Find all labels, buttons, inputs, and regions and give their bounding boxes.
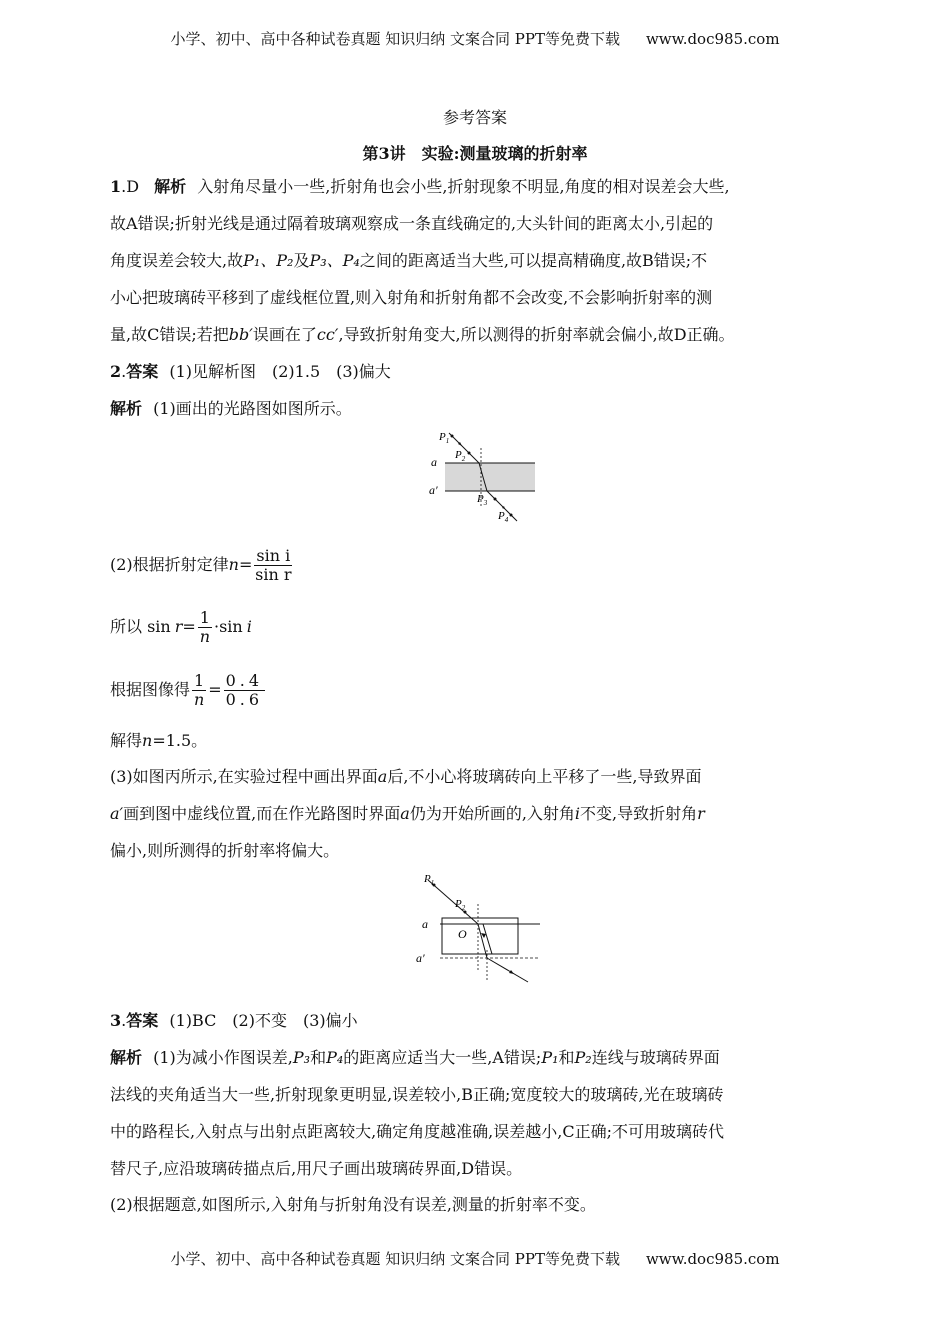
q2-formula-2 (110, 607, 850, 647)
q2-p3-text: 所以 sin (110, 617, 171, 636)
label-a-prime: a′ (429, 483, 438, 497)
q2-p2-fraction (254, 547, 292, 584)
label-a-prime: a′ (416, 951, 425, 965)
q3-line-2: 法线的夹角适当大一些,折射现象更明显,误差较小,B正确;宽度较大的玻璃砖,光在玻璃砖 (110, 1085, 724, 1104)
q2-result (110, 730, 850, 752)
q1-label: 解析 (154, 177, 187, 196)
incident-ray (428, 880, 478, 924)
q3-l1f: P₁ (541, 1048, 559, 1067)
q2-p7e: i (574, 804, 581, 823)
q2-p4-num: 1 (194, 671, 205, 690)
q2-p7c: a (400, 804, 410, 823)
q2-p5-text: 解得 (110, 731, 143, 750)
q1-text-5c: 误画在了 (252, 325, 317, 344)
q2-p7g: r (697, 804, 705, 823)
glass-slab (445, 463, 535, 491)
q1-answer: .D (121, 177, 140, 196)
q2-formula-1 (110, 545, 850, 585)
q3-dot: . (121, 1011, 127, 1030)
q2-p2-n: n (228, 555, 239, 574)
q2-answer: (1)见解析图 (2)1.5 (3)偏大 (169, 362, 391, 381)
q3-l1i: 连线与玻璃砖界面 (591, 1048, 720, 1067)
q1-line-2: 故A错误;折射光线是通过隔着玻璃观察成一条直线确定的,大头针间的距离太小,引起的 (110, 214, 714, 233)
q3-number: 3 (110, 1011, 122, 1030)
q2-number: 2 (110, 362, 122, 381)
pin-p4 (510, 514, 513, 517)
q3-answer: (1)BC (2)不变 (3)偏小 (169, 1011, 358, 1030)
q3-line-1 (110, 1047, 850, 1069)
q2-p4-rden: 0.6 (225, 690, 264, 709)
q1-text-3c: 及 (293, 251, 310, 270)
header-text: 小学、初中、高中各种试卷真题 知识归纳 文案合同 PPT等免费下载 (170, 30, 620, 48)
pin-p2 (468, 452, 471, 455)
q1-line-1 (110, 176, 850, 198)
q1-text-5b: bb′ (228, 325, 253, 344)
q3-l1a: (1)为减小作图误差, (153, 1048, 293, 1067)
q2-p5-n: n (142, 731, 153, 750)
q1-text-3b: P₁、P₂ (243, 251, 294, 270)
arrow-outside (509, 970, 514, 974)
q1-text-3a: 角度误差会较大,故 (110, 251, 244, 270)
q3-l1c: 和 (310, 1048, 327, 1067)
q2-figure-2 (410, 870, 550, 990)
q3-line-4: 替尺子,应沿玻璃砖描点后,用尺子画出玻璃砖界面,D错误。 (110, 1159, 523, 1178)
q2-p2-text: (2)根据折射定律 (110, 555, 229, 574)
q1-text-1: 入射角尽量小一些,折射角也会小些,折射现象不明显,角度的相对误差会大些, (197, 177, 730, 196)
q2-analysis-line (110, 398, 850, 420)
q2-p1: (1)画出的光路图如图所示。 (153, 399, 352, 418)
q2-p6 (110, 766, 850, 788)
q3-l1d: P₄ (326, 1048, 344, 1067)
q2-p2-eq: = (238, 555, 253, 574)
q3-line-3: 中的路程长,入射点与出射点距离较大,确定角度越准确,误差越小,C正确;不可用玻璃砖代 (110, 1122, 724, 1141)
pin-p3 (494, 498, 497, 501)
q2-answer-line (110, 361, 850, 383)
q2-p4-text: 根据图像得 (110, 680, 191, 699)
q2-p6a: (3)如图丙所示,在实验过程中画出界面 (110, 767, 378, 786)
q2-p3-eq: = (182, 617, 196, 636)
q3-l1b: P₃ (292, 1048, 311, 1067)
label-p2: $P_2$ (455, 898, 466, 912)
q3-l1g: 和 (558, 1048, 575, 1067)
q2-p4-eq: = (208, 680, 222, 699)
q2-p5-post: =1.5。 (152, 731, 208, 750)
label-o: O (458, 927, 467, 941)
q2-p2-den: sin r (255, 565, 292, 584)
q2-head: 答案 (126, 362, 159, 381)
q1-line-4: 小心把玻璃砖平移到了虚线框位置,则入射角和折射角都不会改变,不会影响折射率的测 (110, 288, 713, 307)
q2-p2-num: sin i (256, 546, 291, 565)
q1-text-5e: ,导致折射角变大,所以测得的折射率就会偏小,故D正确。 (338, 325, 735, 344)
label-p3: $P_3$ (477, 493, 488, 507)
refracted-ray (478, 924, 487, 958)
footer-site: www.doc985.com (645, 1250, 780, 1268)
q1-text-3e: 之间的距离适当大些,可以提高精确度,故B错误;不 (359, 251, 708, 270)
label-p1: $P_1$ (424, 873, 435, 887)
q3-l1h: P₂ (574, 1048, 592, 1067)
q2-p7f: 不变,导致折射角 (580, 804, 698, 823)
q2-p7 (110, 803, 850, 825)
header-site: www.doc985.com (645, 30, 780, 48)
page-title: 参考答案 (442, 108, 507, 127)
q2-p3-r: r (174, 617, 183, 636)
q2-p4-den: n (193, 690, 205, 709)
q2-p7b: 画到图中虚线位置,而在作光路图时界面 (123, 804, 401, 823)
pin-p1 (451, 435, 454, 438)
q2-p3-i: i (246, 617, 252, 636)
q2-label: 解析 (110, 399, 143, 418)
glass-block (442, 918, 518, 954)
q2-p3-den: n (199, 627, 211, 646)
q3-label: 解析 (110, 1048, 143, 1067)
q2-p7a: a′ (110, 804, 124, 823)
footer-text: 小学、初中、高中各种试卷真题 知识归纳 文案合同 PPT等免费下载 (170, 1250, 620, 1268)
page-subtitle: 第3讲 实验:测量玻璃的折射率 (362, 144, 588, 163)
q2-p8: 偏小,则所测得的折射率将偏大。 (110, 841, 340, 860)
label-a: a (422, 917, 428, 931)
label-p2: $P_2$ (455, 449, 466, 463)
emergent-ray (487, 958, 528, 982)
label-p4: $P_4$ (498, 510, 509, 524)
q2-p4-fraction-left (192, 672, 206, 709)
q1-text-3d: P₃、P₄ (309, 251, 360, 270)
q2-p6c: 后,不小心将玻璃砖向上平移了一些,导致界面 (387, 767, 702, 786)
q2-p3-post: ·sin (213, 617, 243, 636)
q1-text-5d: cc′ (316, 325, 339, 344)
page-header (0, 28, 950, 49)
q2-p3-fraction (198, 609, 212, 646)
q1-number: 1 (110, 177, 122, 196)
q1-line-5 (110, 324, 850, 346)
q2-p6b: a (377, 767, 388, 786)
q2-formula-3 (110, 670, 850, 710)
q2-p7d: 仍为开始所画的,入射角 (409, 804, 575, 823)
q3-l1e: 的距离应适当大一些,A错误; (343, 1048, 542, 1067)
label-p1: $P_1$ (439, 431, 450, 445)
q3-answer-line (110, 1010, 850, 1032)
q2-p4-rnum: 0.4 (225, 671, 264, 690)
q3-head: 答案 (126, 1011, 159, 1030)
q2-p4-fraction-right (224, 672, 265, 709)
q1-text-5a: 量,故C错误;若把 (110, 325, 229, 344)
q2-dot: . (121, 362, 127, 381)
q3-line-5: (2)根据题意,如图所示,入射角与折射角没有误差,测量的折射率不变。 (110, 1195, 596, 1214)
q2-figure-1 (425, 428, 545, 528)
page-footer (0, 1248, 950, 1269)
q2-p3-num: 1 (199, 608, 210, 627)
label-a: a (431, 455, 437, 469)
q1-line-3 (110, 250, 850, 272)
